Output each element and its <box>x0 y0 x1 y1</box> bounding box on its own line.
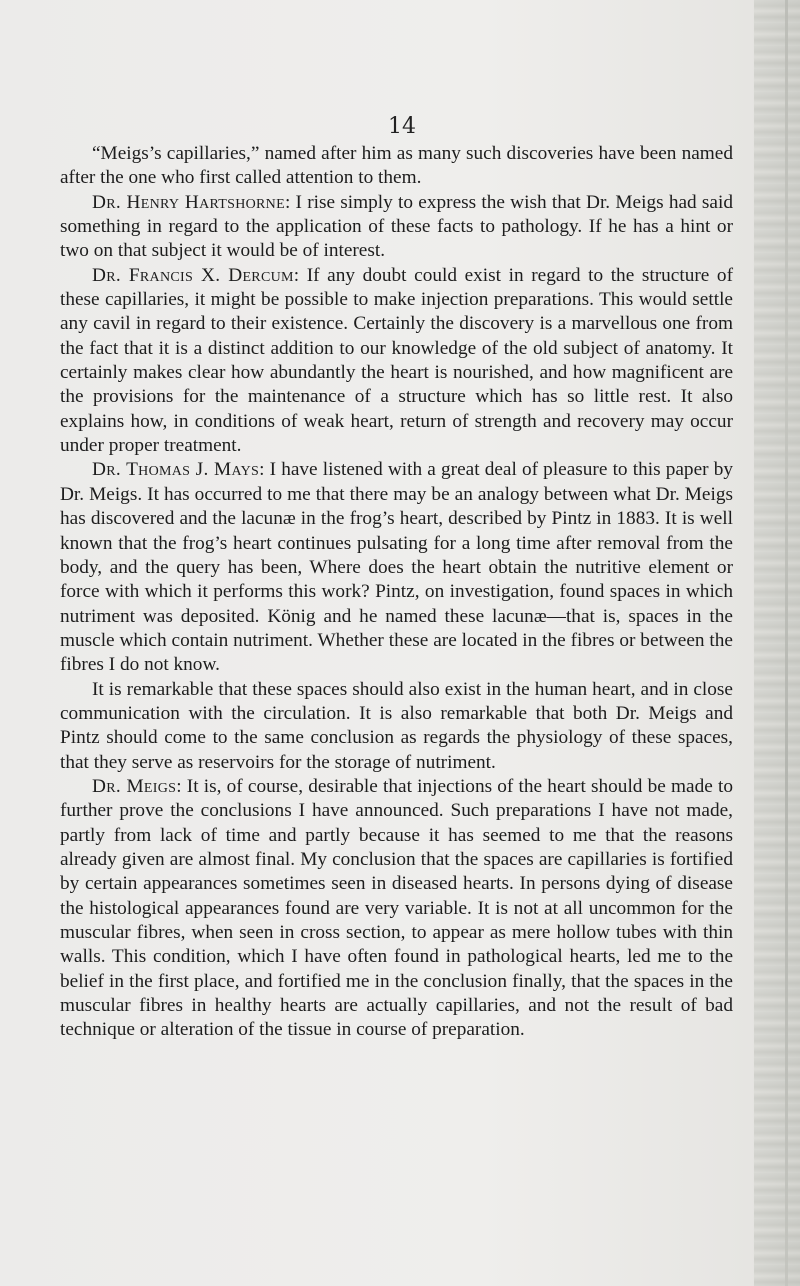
page-binding-line <box>785 0 788 1286</box>
paragraph-text: : I have listened with a great deal of pleasure to this paper by Dr. Meigs. It has occurred to me that there may be an analogy between what Dr. Meigs has discovered and the lacunæ in the frog’s heart, described by Pintz in 1883. It is well known that the frog’s heart continues pulsating for a long time after removal from the body, and the query has been, Where does the heart obtain the nutritive element or force with which it performs this work? Pintz, on investigation, found spaces in which nutriment was deposited. König and he named these lacunæ—that is, spaces in the muscle which contain nutriment. Whether these are located in the fibres or between the fibres I do not know. <box>60 459 733 676</box>
paragraph <box>60 142 733 191</box>
speaker-name: Dr. Thomas J. Mays <box>92 459 260 481</box>
paragraph-text: It is remarkable that these spaces should also exist in the human heart, and in close communication with the circulation. It is also remarkable that both Dr. Meigs and Pintz should come to the same conclusion as regards the physiology of these spaces, that they serve as reservoirs for the storage of nutriment. <box>60 678 733 773</box>
paragraph <box>60 191 733 264</box>
body-text <box>60 142 733 1043</box>
paragraph-text: : I rise simply to express the wish that Dr. Meigs had said something in regard to the application of these facts to pathology. If he has a hint or two on that subject it would be of interest. <box>60 191 733 262</box>
paragraph <box>60 264 733 459</box>
paragraph <box>60 678 733 775</box>
page-number: 14 <box>388 114 416 139</box>
page-binding-edge <box>754 0 800 1286</box>
paragraph-text: : If any doubt could exist in regard to the structure of these capillaries, it might be possible to make injection preparations. This would settle any cavil in regard to their existence. Certainly the discovery is a marvellous one from the fact that it is a distinct addition to our knowledge of the old subject of anatomy. It certainly makes clear how abundantly the heart is nourished, and how magnificent are the provisions for the maintenance of a structure which has so little rest. It also explains how, in conditions of weak heart, return of strength and recovery may occur under proper treatment. <box>60 264 733 457</box>
paragraph-text: : It is, of course, desirable that injections of the heart should be made to further prove the conclusions I have announced. Such preparations I have not made, partly from lack of time and partly because it has seemed to me that the reasons already given are almost final. My conclusion that the spaces are capillaries is fortified by certain appearances sometimes seen in diseased hearts. In persons dying of disease the histological appearances found are very variable. It is not at all uncommon for the muscular fibres, when seen in cross section, to appear as mere hollow tubes with thin walls. This condition, which I have often found in pathological hearts, led me to the belief in the first place, and fortified me in the conclusion finally, that the spaces in the muscular fibres in healthy hearts are actually capillaries, and not the result of bad technique or alteration of the tissue in course of preparation. <box>60 775 733 1041</box>
paragraph <box>60 458 733 677</box>
speaker-name: Dr. Henry Hartshorne <box>92 191 285 213</box>
paragraph <box>60 775 733 1043</box>
speaker-name: Dr. Meigs <box>92 775 177 797</box>
speaker-name: Dr. Francis X. Dercum <box>92 264 294 286</box>
paragraph-text: “Meigs’s capillaries,” named after him as many such discoveries have been named after the one who first called attention to them. <box>60 143 733 189</box>
